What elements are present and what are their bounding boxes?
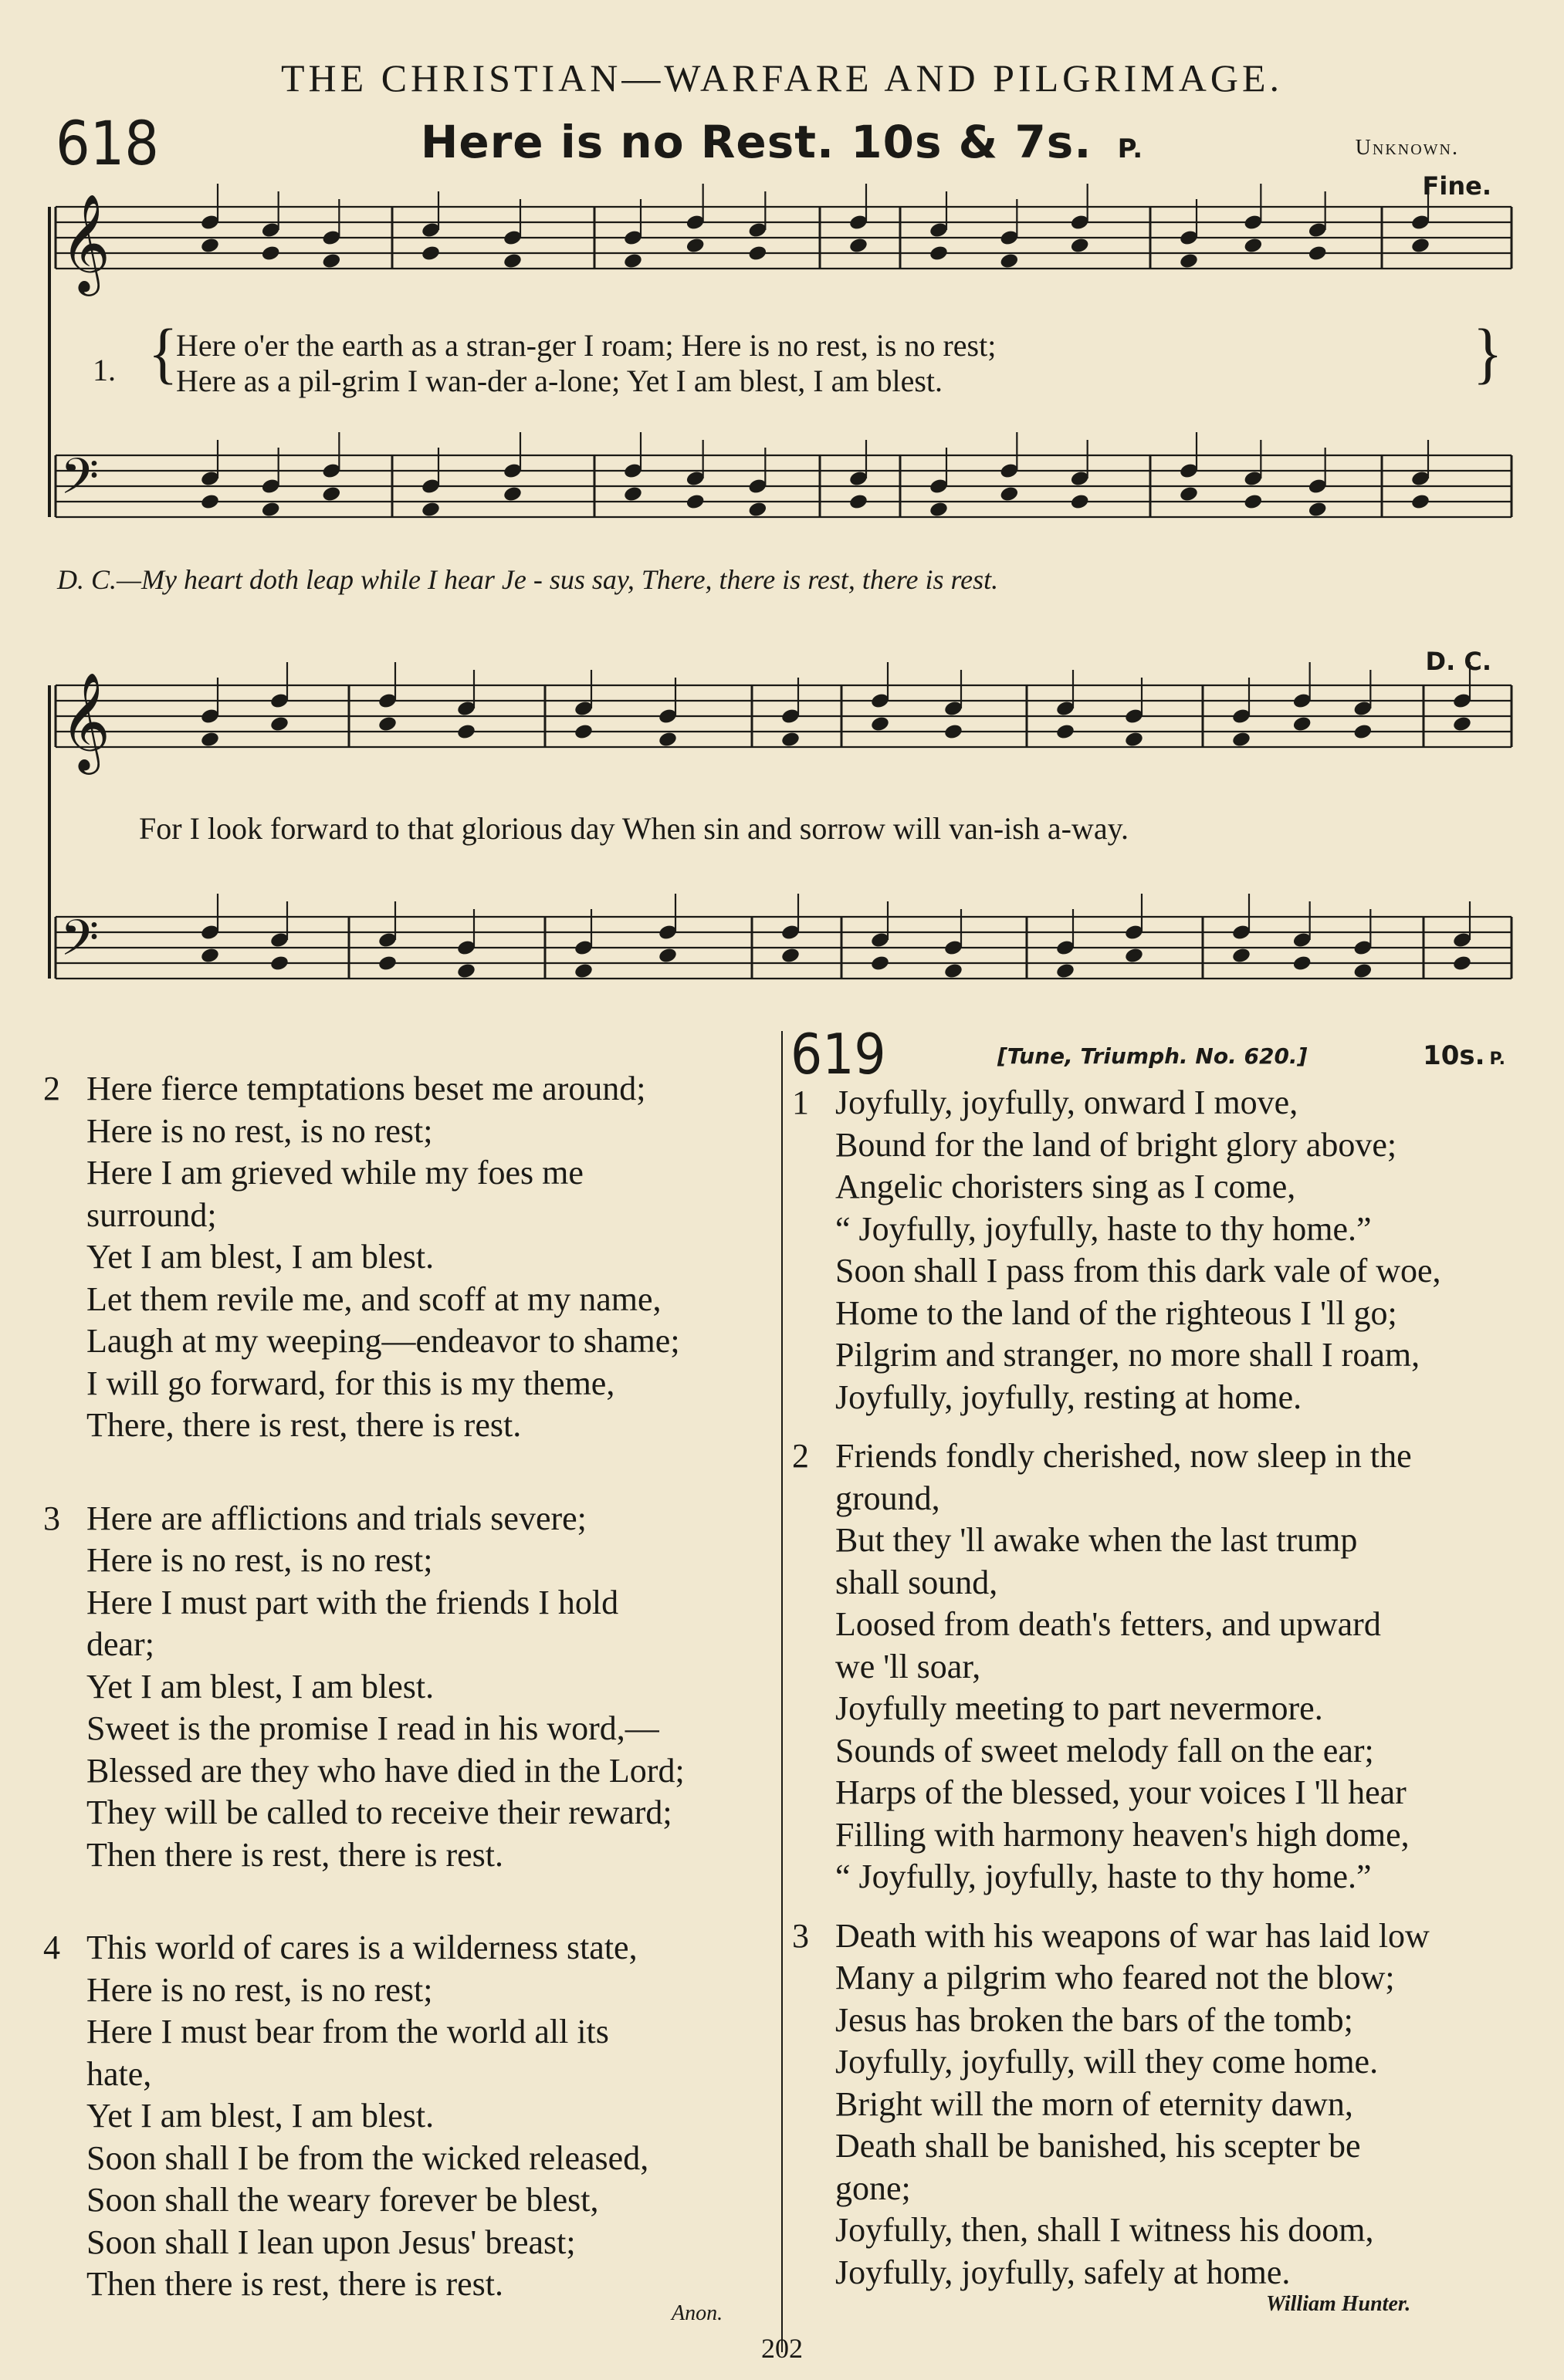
stanza-line-text: Here is no rest, is no rest; xyxy=(86,1970,433,2009)
stanza-line xyxy=(43,1236,777,1279)
note-head xyxy=(456,962,476,980)
note-head xyxy=(848,493,868,511)
note-head xyxy=(1452,715,1472,733)
hymn-618-meter: 10s & 7s. xyxy=(851,116,1092,168)
stanza-line xyxy=(792,2084,1525,2126)
stanza-number: 2 xyxy=(43,1070,60,1107)
lyric-line-1: Here o'er the earth as a stran-ger I roam; Here is no rest, is no rest; xyxy=(176,328,997,363)
stanza-line-text: Soon shall I lean upon Jesus' breast; xyxy=(86,2223,576,2261)
note-head xyxy=(1410,493,1430,511)
stanza-line xyxy=(43,1111,777,1153)
stanza-line xyxy=(792,1520,1525,1562)
stanza-line-text: Here are afflictions and trials severe; xyxy=(86,1499,587,1537)
stanza-line-text: dear; xyxy=(86,1625,154,1663)
stanza-line xyxy=(43,1152,777,1195)
stanza-line-text: shall sound, xyxy=(835,1563,998,1601)
note-head xyxy=(623,252,643,270)
stanza-line-text: “ Joyfully, joyfully, haste to thy home.” xyxy=(835,1209,1372,1248)
note-head xyxy=(1352,962,1373,980)
stanza-line-text: Soon shall I pass from this dark vale of woe, xyxy=(835,1252,1441,1290)
stanza-line xyxy=(792,1334,1525,1377)
hymn-619-meter-text: 10s. xyxy=(1423,1040,1485,1071)
stanza-line xyxy=(43,1279,777,1321)
stanza-line xyxy=(43,1969,777,2012)
stanza-line-text: They will be called to receive their reward; xyxy=(86,1793,672,1831)
note-head xyxy=(1055,962,1075,980)
stanza-line xyxy=(43,1792,777,1834)
column-divider xyxy=(781,1031,783,2352)
stanza-line xyxy=(43,1195,777,1237)
stanza-line-text: Then there is rest, there is rest. xyxy=(86,1835,504,1874)
stanza-line xyxy=(43,1320,777,1363)
stanza-line-text: Yet I am blest, I am blest. xyxy=(86,1667,435,1706)
hymn-618-pitch: P. xyxy=(1117,134,1144,164)
lyric-brace-left: { xyxy=(148,316,178,391)
stanza-line xyxy=(43,1363,777,1405)
stanza-line-text: But they 'll awake when the last trump xyxy=(835,1521,1358,1559)
page-number: 202 xyxy=(761,2333,803,2364)
stanza-line-text: Joyfully, joyfully, resting at home. xyxy=(835,1378,1302,1416)
note-head xyxy=(200,731,220,749)
stanza-line xyxy=(792,1915,1525,1958)
stanza-line xyxy=(792,1957,1525,2000)
stanza-line-text: Soon shall I be from the wicked released, xyxy=(86,2138,649,2177)
stanza-line xyxy=(792,1435,1525,1478)
stanza-line xyxy=(43,1666,777,1709)
note-head xyxy=(1179,485,1199,503)
note-head xyxy=(456,723,476,741)
note-head xyxy=(848,237,868,255)
note-head xyxy=(1292,955,1312,972)
stanza-line-text: Angelic choristers sing as I come, xyxy=(835,1168,1296,1205)
stanza-line xyxy=(43,1927,777,1969)
stanza-line xyxy=(43,2222,777,2264)
stanza-line xyxy=(43,1068,777,1111)
treble-clef-icon: 𝄞 xyxy=(60,193,111,292)
note-head xyxy=(1070,493,1090,511)
note-head xyxy=(377,715,398,733)
note-head xyxy=(1055,723,1075,741)
note-head xyxy=(1308,501,1328,519)
chorus-lyric-line: For I look forward to that glorious day When sin and sorrow will van-ish a-way. xyxy=(139,811,1129,846)
stanza-line-text: Pilgrim and stranger, no more shall I roam, xyxy=(835,1336,1420,1374)
stanza-line xyxy=(792,2125,1525,2168)
stanza-line xyxy=(792,2209,1525,2252)
note-head xyxy=(421,245,441,262)
music-score xyxy=(0,0,1564,1019)
stanza-line-text: Death with his weapons of war has laid low xyxy=(835,1916,1430,1955)
stanza-line-text: surround; xyxy=(86,1195,217,1234)
note-head xyxy=(780,731,801,749)
note-head xyxy=(503,252,523,270)
verse-number: 1. xyxy=(93,353,116,387)
stanza-line xyxy=(43,2095,777,2138)
stanza-line-text: Yet I am blest, I am blest. xyxy=(86,1238,435,1276)
stanza-line-text: Friends fondly cherished, now sleep in the xyxy=(835,1437,1412,1475)
note-head xyxy=(780,947,801,965)
stanza-line-text: Then there is rest, there is rest. xyxy=(86,2265,504,2303)
hymn-618-stanzas xyxy=(43,1068,777,2306)
note-head xyxy=(686,493,706,511)
stanza-line xyxy=(792,1646,1525,1689)
stanza-line-text: Here is no rest, is no rest; xyxy=(86,1541,433,1579)
hymn-619-author: William Hunter. xyxy=(1266,2292,1411,2316)
stanza-line xyxy=(43,1834,777,1877)
note-head xyxy=(870,715,890,733)
stanza-line-text: Many a pilgrim who feared not the blow; xyxy=(835,1959,1395,1996)
stanza-line-text: Yet I am blest, I am blest. xyxy=(86,2097,435,2135)
note-head xyxy=(200,493,220,511)
note-head xyxy=(929,501,949,519)
stanza-line-text: Harps of the blessed, your voices I 'll hear xyxy=(835,1773,1407,1811)
note-head xyxy=(200,237,220,255)
stanza-line xyxy=(43,1405,777,1447)
stanza xyxy=(43,1498,777,1877)
stanza-line-text: Joyfully, joyfully, safely at home. xyxy=(835,2253,1291,2291)
stanza-line xyxy=(43,2179,777,2222)
note-head xyxy=(261,501,281,519)
hymn-619-meter xyxy=(1423,1040,1505,1071)
stanza-line-text: I will go forward, for this is my theme, xyxy=(86,1364,615,1402)
note-head xyxy=(574,723,594,741)
bass-clef-icon: 𝄢 xyxy=(60,910,100,979)
hymn-618-title-text: Here is no Rest. xyxy=(420,116,835,168)
stanza-line-text: Soon shall the weary forever be blest, xyxy=(86,2181,599,2219)
note-head xyxy=(269,955,289,972)
stanza-line-text: Joyfully, joyfully, will they come home. xyxy=(835,2043,1379,2081)
stanza-number: 3 xyxy=(792,1916,809,1955)
stanza-line xyxy=(792,1562,1525,1604)
stanza-line xyxy=(792,1124,1525,1167)
stanza-line-text: Bound for the land of bright glory above; xyxy=(835,1125,1397,1164)
hymn-619-stanzas xyxy=(792,1082,1525,2294)
stanza-line-text: Laugh at my weeping—endeavor to shame; xyxy=(86,1322,680,1360)
note-head xyxy=(503,485,523,503)
stanza-line xyxy=(792,1730,1525,1773)
stanza-line-text: “ Joyfully, joyfully, haste to thy home.” xyxy=(835,1858,1372,1895)
stanza xyxy=(792,1082,1525,1418)
stanza-line-text: Home to the land of the righteous I 'll go; xyxy=(835,1293,1397,1332)
stanza-line-text: Blessed are they who have died in the Lord; xyxy=(86,1751,685,1790)
note-head xyxy=(686,237,706,255)
stanza-line xyxy=(43,1750,777,1793)
stanza-line xyxy=(792,1082,1525,1124)
note-head xyxy=(377,955,398,972)
stanza-number: 4 xyxy=(43,1929,60,1966)
stanza-line-text: Loosed from death's fetters, and upward xyxy=(835,1605,1381,1643)
stanza-line-text: Death shall be banished, his scepter be xyxy=(835,2127,1361,2165)
note-head xyxy=(943,723,963,741)
stanza-line-text: ground, xyxy=(835,1479,940,1517)
stanza-line xyxy=(43,2054,777,2096)
note-head xyxy=(929,245,949,262)
hymn-619-number: 619 xyxy=(790,1022,886,1087)
note-head xyxy=(1231,947,1251,965)
stanza-line xyxy=(792,2168,1525,2210)
bass-clef-icon: 𝄢 xyxy=(60,448,100,518)
fine-mark: Fine. xyxy=(1422,171,1491,201)
note-head xyxy=(1452,955,1472,972)
dc-mark: D. C. xyxy=(1425,647,1491,676)
stanza-line xyxy=(792,1814,1525,1857)
note-head xyxy=(1070,237,1090,255)
lyric-brace-right: } xyxy=(1473,316,1503,391)
stanza-line-text: Here is no rest, is no rest; xyxy=(86,1111,433,1150)
stanza-line-text: Joyfully meeting to part nevermore. xyxy=(835,1689,1323,1727)
hymn-619-tune-reference: [Tune, Triumph. No. 620.] xyxy=(997,1043,1308,1069)
stanza-line-text: Jesus has broken the bars of the tomb; xyxy=(835,2000,1353,2039)
note-head xyxy=(1231,731,1251,749)
stanza-line xyxy=(43,1708,777,1750)
stanza-number: 2 xyxy=(792,1437,809,1475)
stanza-line xyxy=(792,1856,1525,1898)
stanza xyxy=(43,1927,777,2306)
stanza-line-text: hate, xyxy=(86,2054,152,2093)
stanza-line-text: Filling with harmony heaven's high dome, xyxy=(835,1815,1410,1854)
hymn-619-pitch: P. xyxy=(1489,1050,1505,1069)
dc-lyric-line: D. C.—My heart doth leap while I hear Je - sus say, There, there is rest, there is rest. xyxy=(57,564,999,595)
note-head xyxy=(1352,723,1373,741)
note-head xyxy=(623,485,643,503)
stanza xyxy=(43,1068,777,1447)
stanza-line xyxy=(792,1250,1525,1293)
note-head xyxy=(421,501,441,519)
stanza-line-text: Here I must bear from the world all its xyxy=(86,2013,609,2050)
stanza xyxy=(792,1435,1525,1898)
stanza-number: 3 xyxy=(43,1499,60,1537)
note-head xyxy=(658,947,678,965)
stanza-line-text: Here I must part with the friends I hold xyxy=(86,1583,619,1621)
note-head xyxy=(1124,947,1144,965)
note-head xyxy=(999,252,1019,270)
stanza-line xyxy=(792,1604,1525,1646)
note-head xyxy=(1410,237,1430,255)
stanza-line-text: Let them revile me, and scoff at my name, xyxy=(86,1280,662,1318)
stanza-line-text: There, there is rest, there is rest. xyxy=(86,1406,522,1444)
stanza-line-text: Joyfully, then, shall I witness his doom, xyxy=(835,2211,1374,2249)
stanza-line xyxy=(43,1624,777,1666)
note-head xyxy=(943,962,963,980)
note-head xyxy=(1243,237,1263,255)
stanza-line xyxy=(43,1582,777,1624)
note-head xyxy=(321,485,341,503)
note-head xyxy=(1243,493,1263,511)
note-head xyxy=(269,715,289,733)
stanza-line xyxy=(792,1688,1525,1730)
note-head xyxy=(658,731,678,749)
stanza-line xyxy=(792,2041,1525,2084)
stanza-line-text: Here fierce temptations beset me around; xyxy=(86,1070,646,1107)
note-head xyxy=(261,245,281,262)
stanza-line xyxy=(792,1478,1525,1520)
stanza-line xyxy=(792,2000,1525,2042)
stanza-line-text: gone; xyxy=(835,2169,911,2207)
stanza-line-text: This world of cares is a wilderness state, xyxy=(86,1929,638,1966)
hymn-618-number: 618 xyxy=(56,110,159,179)
stanza-line xyxy=(43,2138,777,2180)
note-head xyxy=(321,252,341,270)
stanza-line xyxy=(792,2252,1525,2294)
note-head xyxy=(1292,715,1312,733)
stanza-line-text: we 'll soar, xyxy=(835,1647,981,1685)
note-head xyxy=(1308,245,1328,262)
note-head xyxy=(200,947,220,965)
stanza-line xyxy=(792,1772,1525,1814)
stanza-line xyxy=(792,1166,1525,1209)
stanza-line xyxy=(43,2263,777,2306)
stanza-line-text: Bright will the morn of eternity dawn, xyxy=(835,2084,1353,2123)
stanza-line-text: Sweet is the promise I read in his word,— xyxy=(86,1709,659,1747)
hymn-618-composer: Unknown. xyxy=(1355,136,1459,160)
treble-clef-icon: 𝄞 xyxy=(60,671,111,770)
note-head xyxy=(870,955,890,972)
note-head xyxy=(574,962,594,980)
stanza-line xyxy=(792,1377,1525,1419)
stanza-line-text: Here I am grieved while my foes me xyxy=(86,1154,584,1192)
hymn-618-author: Anon. xyxy=(672,2301,723,2325)
note-head xyxy=(747,501,767,519)
note-head xyxy=(999,485,1019,503)
stanza-line xyxy=(792,1293,1525,1335)
stanza-line xyxy=(43,1540,777,1582)
stanza-number: 1 xyxy=(792,1084,809,1121)
stanza-line xyxy=(43,2011,777,2054)
stanza-line xyxy=(43,1498,777,1540)
stanza xyxy=(792,1915,1525,2294)
note-head xyxy=(1124,731,1144,749)
note-head xyxy=(1179,252,1199,270)
stanza-line xyxy=(792,1209,1525,1251)
stanza-line-text: Sounds of sweet melody fall on the ear; xyxy=(835,1731,1374,1770)
stanza-line-text: Joyfully, joyfully, onward I move, xyxy=(835,1084,1298,1121)
lyric-line-2: Here as a pil-grim I wan-der a-lone; Yet I am blest, I am blest. xyxy=(176,363,943,398)
note-head xyxy=(747,245,767,262)
running-head: THE CHRISTIAN—WARFARE AND PILGRIMAGE. xyxy=(281,56,1283,100)
